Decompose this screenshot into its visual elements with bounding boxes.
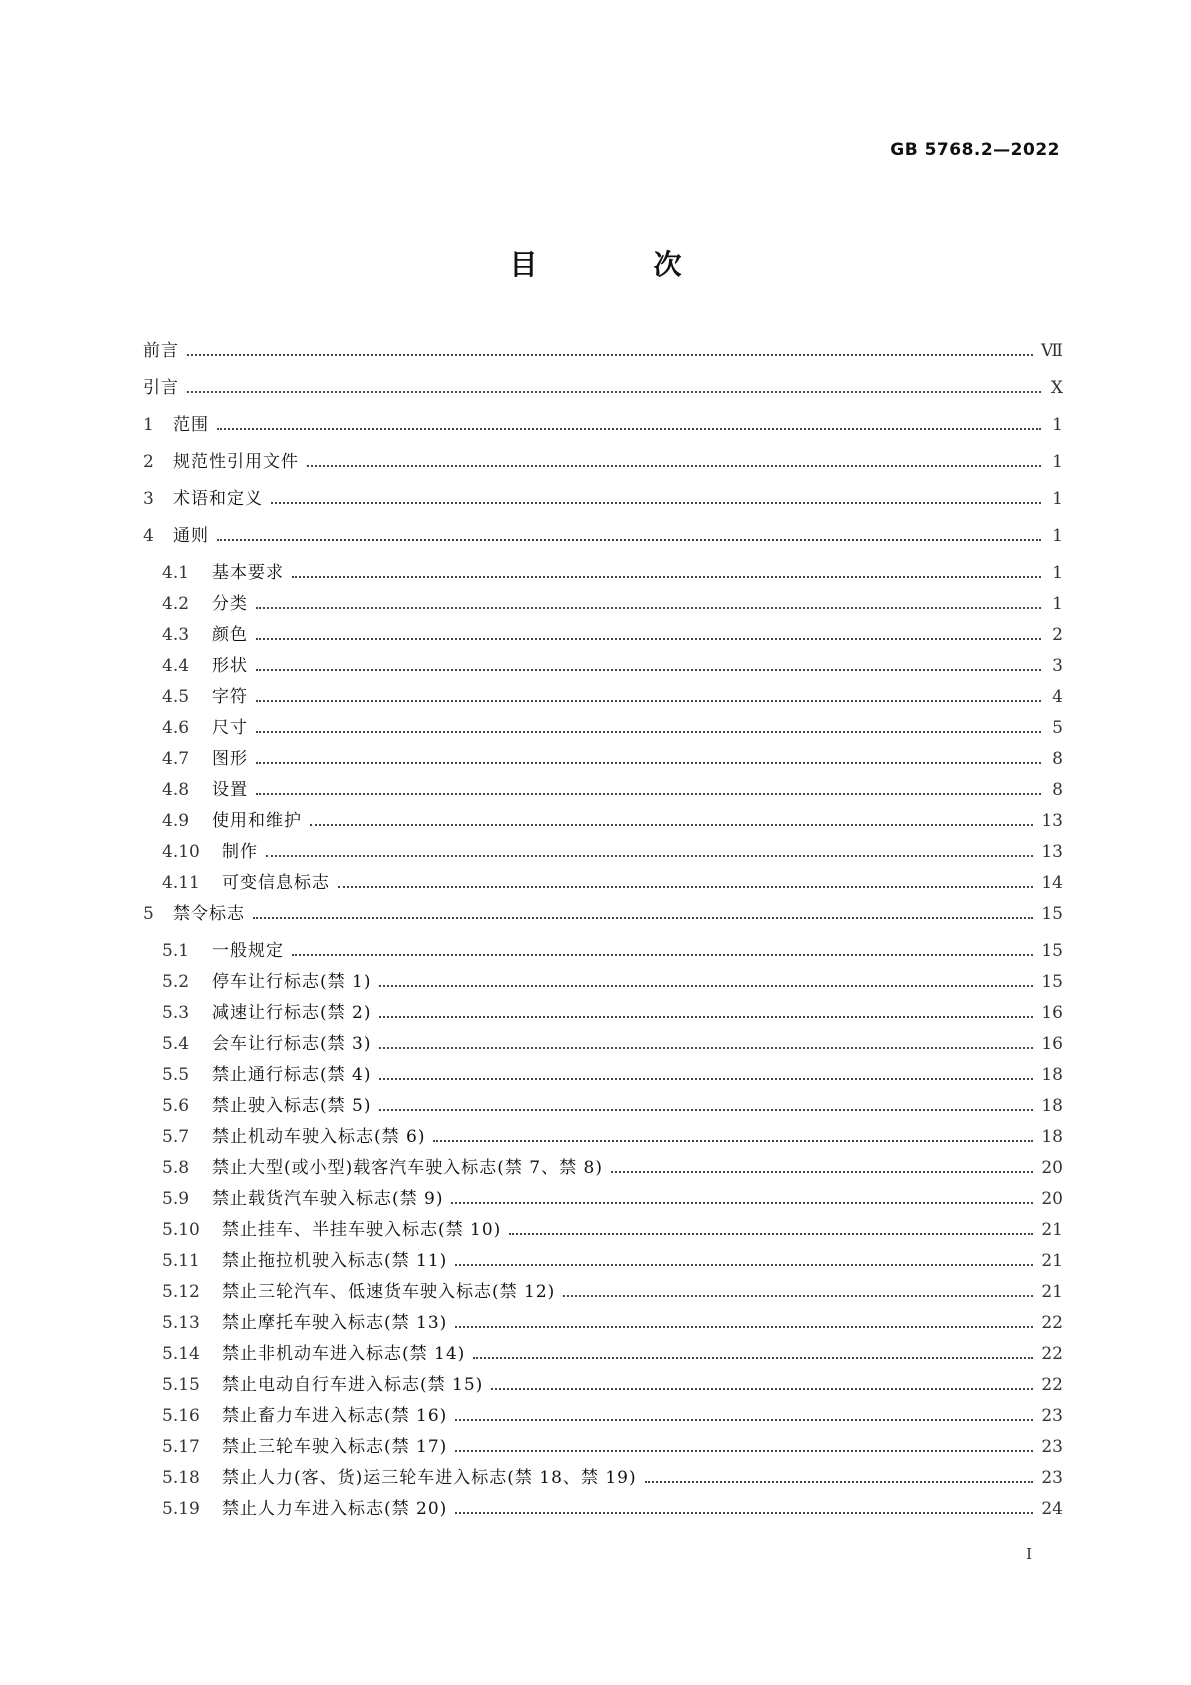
dot-leader <box>451 1202 1033 1204</box>
toc-entry-label: 术语和定义 <box>173 489 263 509</box>
toc-entry-label: 禁止挂车、半挂车驶入标志(禁 10) <box>222 1220 502 1240</box>
toc-entry-page: 1 <box>1052 415 1063 435</box>
toc-entry-page: 13 <box>1041 811 1063 831</box>
toc-entry-number: 5.9 <box>162 1189 190 1209</box>
toc-entry-label: 图形 <box>212 749 248 769</box>
dot-leader <box>292 954 1033 956</box>
toc-entry-label: 禁止机动车驶入标志(禁 6) <box>212 1127 426 1147</box>
dot-leader <box>509 1233 1033 1235</box>
toc-entry-label: 形状 <box>212 656 248 676</box>
toc-entry[interactable] <box>143 654 1063 685</box>
toc-entry-label: 禁止大型(或小型)载客汽车驶入标志(禁 7、禁 8) <box>212 1158 603 1178</box>
toc-entry-label: 禁令标志 <box>173 904 245 924</box>
dot-leader <box>455 1326 1033 1328</box>
toc-entry-page: 16 <box>1041 1034 1063 1054</box>
toc-entry[interactable] <box>143 413 1063 450</box>
toc-entry-label: 制作 <box>222 842 258 862</box>
toc-entry-page: 1 <box>1052 489 1063 509</box>
toc-entry-page: 3 <box>1052 656 1063 676</box>
toc-entry-number: 5.10 <box>162 1220 200 1240</box>
toc-entry-label: 停车让行标志(禁 1) <box>212 972 372 992</box>
dot-leader <box>253 917 1033 919</box>
toc-entry-number: 5.6 <box>162 1096 190 1116</box>
dot-leader <box>611 1171 1033 1173</box>
toc-entry-label: 禁止摩托车驶入标志(禁 13) <box>222 1313 448 1333</box>
toc-entry-page: 18 <box>1041 1065 1063 1085</box>
toc-entry-label: 基本要求 <box>212 563 284 583</box>
toc-entry-number: 1 <box>143 415 154 435</box>
toc-entry[interactable] <box>143 339 1063 376</box>
toc-entry-page: 23 <box>1041 1468 1063 1488</box>
toc-entry-page: 4 <box>1052 687 1063 707</box>
dot-leader <box>379 1016 1033 1018</box>
toc-entry-number: 4.6 <box>162 718 190 738</box>
toc-entry[interactable] <box>143 1373 1063 1404</box>
toc-entry-label: 禁止驶入标志(禁 5) <box>212 1096 372 1116</box>
toc-entry-page: 1 <box>1052 594 1063 614</box>
toc-entry-number: 5.13 <box>162 1313 200 1333</box>
toc-entry[interactable] <box>143 623 1063 654</box>
toc-entry[interactable] <box>143 970 1063 1001</box>
toc-entry[interactable] <box>143 1001 1063 1032</box>
toc-entry-number: 5.14 <box>162 1344 200 1364</box>
toc-entry-number: 4.4 <box>162 656 190 676</box>
toc-entry[interactable] <box>143 1497 1063 1528</box>
dot-leader <box>307 465 1041 467</box>
toc-entry[interactable] <box>143 561 1063 592</box>
standard-code: GB 5768.2—2022 <box>890 140 1060 160</box>
dot-leader <box>187 354 1033 356</box>
dot-leader <box>256 669 1041 671</box>
toc-entry[interactable] <box>143 1125 1063 1156</box>
toc-entry-page: Ⅶ <box>1041 341 1063 361</box>
page-folio: Ⅰ <box>1026 1545 1032 1563</box>
toc-entry-page: 1 <box>1052 452 1063 472</box>
toc-entry-label: 禁止人力(客、货)运三轮车进入标志(禁 18、禁 19) <box>222 1468 637 1488</box>
toc-entry-label: 可变信息标志 <box>222 873 330 893</box>
toc-entry-number: 4.3 <box>162 625 190 645</box>
toc-entry-number: 4.7 <box>162 749 190 769</box>
dot-leader <box>379 1109 1033 1111</box>
toc-entry-page: 8 <box>1052 780 1063 800</box>
toc-entry-page: 23 <box>1041 1406 1063 1426</box>
dot-leader <box>256 793 1041 795</box>
toc-entry[interactable] <box>143 1435 1063 1466</box>
toc-entry-label: 禁止三轮汽车、低速货车驶入标志(禁 12) <box>222 1282 556 1302</box>
toc-entry[interactable] <box>143 1063 1063 1094</box>
toc-entry-page: 5 <box>1052 718 1063 738</box>
toc-entry-label: 字符 <box>212 687 248 707</box>
toc-entry-page: Ⅹ <box>1050 378 1063 398</box>
toc-entry-number: 5.11 <box>162 1251 200 1271</box>
toc-entry-label: 禁止畜力车进入标志(禁 16) <box>222 1406 448 1426</box>
toc-entry-page: 21 <box>1041 1251 1063 1271</box>
dot-leader <box>292 576 1041 578</box>
dot-leader <box>433 1140 1033 1142</box>
toc-entry-page: 8 <box>1052 749 1063 769</box>
toc-entry-page: 15 <box>1041 941 1063 961</box>
toc-entry-page: 20 <box>1041 1189 1063 1209</box>
toc-entry-page: 20 <box>1041 1158 1063 1178</box>
dot-leader <box>455 1419 1033 1421</box>
toc-entry-number: 5.16 <box>162 1406 200 1426</box>
toc-entry[interactable] <box>143 450 1063 487</box>
toc-entry-number: 5.3 <box>162 1003 190 1023</box>
toc-entry-number: 5.5 <box>162 1065 190 1085</box>
table-of-contents <box>143 339 1063 1528</box>
toc-entry-number: 4.9 <box>162 811 190 831</box>
toc-entry[interactable] <box>143 1094 1063 1125</box>
toc-entry-label: 禁止非机动车进入标志(禁 14) <box>222 1344 466 1364</box>
toc-entry-label: 禁止人力车进入标志(禁 20) <box>222 1499 448 1519</box>
toc-entry-page: 1 <box>1052 526 1063 546</box>
toc-entry[interactable] <box>143 809 1063 840</box>
toc-entry-number: 4.11 <box>162 873 200 893</box>
toc-entry-label: 通则 <box>173 526 209 546</box>
toc-entry-label: 禁止电动自行车进入标志(禁 15) <box>222 1375 484 1395</box>
toc-entry-page: 22 <box>1041 1313 1063 1333</box>
toc-entry-number: 4.8 <box>162 780 190 800</box>
dot-leader <box>217 428 1041 430</box>
toc-entry-label: 禁止通行标志(禁 4) <box>212 1065 372 1085</box>
toc-entry-page: 15 <box>1041 904 1063 924</box>
toc-entry-number: 3 <box>143 489 154 509</box>
toc-entry-number: 5.4 <box>162 1034 190 1054</box>
toc-entry[interactable] <box>143 487 1063 524</box>
toc-entry[interactable] <box>143 685 1063 716</box>
toc-entry[interactable] <box>143 840 1063 871</box>
toc-entry[interactable] <box>143 524 1063 561</box>
toc-entry-page: 15 <box>1041 972 1063 992</box>
toc-entry-number: 2 <box>143 452 154 472</box>
toc-entry-page: 1 <box>1052 563 1063 583</box>
toc-entry[interactable] <box>143 939 1063 970</box>
toc-entry-page: 2 <box>1052 625 1063 645</box>
dot-leader <box>473 1357 1033 1359</box>
toc-entry-number: 5.1 <box>162 941 190 961</box>
dot-leader <box>563 1295 1033 1297</box>
dot-leader <box>271 502 1041 504</box>
dot-leader <box>379 985 1033 987</box>
toc-entry-number: 5.7 <box>162 1127 190 1147</box>
toc-entry[interactable] <box>143 1280 1063 1311</box>
toc-entry-number: 4.1 <box>162 563 190 583</box>
toc-entry-label: 禁止三轮车驶入标志(禁 17) <box>222 1437 448 1457</box>
toc-entry[interactable] <box>143 1032 1063 1063</box>
toc-entry-number: 5.18 <box>162 1468 200 1488</box>
toc-entry[interactable] <box>143 1156 1063 1187</box>
dot-leader <box>256 607 1041 609</box>
toc-entry[interactable] <box>143 1404 1063 1435</box>
toc-entry-page: 22 <box>1041 1375 1063 1395</box>
toc-entry-page: 14 <box>1041 873 1063 893</box>
toc-entry-page: 23 <box>1041 1437 1063 1457</box>
toc-entry[interactable] <box>143 1466 1063 1497</box>
toc-entry-page: 13 <box>1041 842 1063 862</box>
toc-entry-number: 5.15 <box>162 1375 200 1395</box>
dot-leader <box>455 1450 1033 1452</box>
page-title: 目 次 <box>509 248 726 281</box>
toc-entry-number: 4.5 <box>162 687 190 707</box>
dot-leader <box>187 391 1041 393</box>
toc-entry-label: 设置 <box>212 780 248 800</box>
toc-entry-page: 24 <box>1041 1499 1063 1519</box>
toc-entry[interactable] <box>143 1249 1063 1280</box>
toc-entry-label: 分类 <box>212 594 248 614</box>
toc-entry[interactable] <box>143 871 1063 902</box>
toc-entry-number: 4.2 <box>162 594 190 614</box>
dot-leader <box>217 539 1041 541</box>
toc-entry-number: 5.12 <box>162 1282 200 1302</box>
toc-entry-label: 使用和维护 <box>212 811 302 831</box>
toc-entry-label: 尺寸 <box>212 718 248 738</box>
toc-entry[interactable] <box>143 902 1063 939</box>
toc-entry[interactable] <box>143 1342 1063 1373</box>
dot-leader <box>338 886 1033 888</box>
dot-leader <box>256 762 1041 764</box>
toc-entry-label: 会车让行标志(禁 3) <box>212 1034 372 1054</box>
toc-entry-label: 一般规定 <box>212 941 284 961</box>
toc-entry[interactable] <box>143 716 1063 747</box>
toc-entry[interactable] <box>143 1187 1063 1218</box>
dot-leader <box>455 1512 1033 1514</box>
toc-entry-page: 16 <box>1041 1003 1063 1023</box>
toc-entry[interactable] <box>143 592 1063 623</box>
dot-leader <box>645 1481 1034 1483</box>
dot-leader <box>491 1388 1033 1390</box>
toc-entry-label: 范围 <box>173 415 209 435</box>
toc-entry-number: 5.2 <box>162 972 190 992</box>
toc-entry[interactable] <box>143 747 1063 778</box>
toc-entry-label: 颜色 <box>212 625 248 645</box>
toc-entry-number: 5.19 <box>162 1499 200 1519</box>
toc-entry[interactable] <box>143 376 1063 413</box>
toc-entry-number: 5.17 <box>162 1437 200 1457</box>
dot-leader <box>256 638 1041 640</box>
dot-leader <box>455 1264 1033 1266</box>
toc-entry-page: 18 <box>1041 1127 1063 1147</box>
toc-entry-number: 5.8 <box>162 1158 190 1178</box>
toc-entry-label: 禁止载货汽车驶入标志(禁 9) <box>212 1189 444 1209</box>
dot-leader <box>256 731 1041 733</box>
toc-entry-label: 引言 <box>143 378 179 398</box>
toc-entry-number: 4.10 <box>162 842 200 862</box>
toc-entry[interactable] <box>143 1218 1063 1249</box>
dot-leader <box>379 1078 1033 1080</box>
dot-leader <box>310 824 1033 826</box>
toc-entry-page: 22 <box>1041 1344 1063 1364</box>
toc-entry-page: 18 <box>1041 1096 1063 1116</box>
toc-entry-page: 21 <box>1041 1220 1063 1240</box>
dot-leader <box>256 700 1041 702</box>
toc-entry-label: 禁止拖拉机驶入标志(禁 11) <box>222 1251 448 1271</box>
toc-entry[interactable] <box>143 778 1063 809</box>
dot-leader <box>266 855 1033 857</box>
toc-entry-page: 21 <box>1041 1282 1063 1302</box>
toc-entry-label: 减速让行标志(禁 2) <box>212 1003 372 1023</box>
toc-entry[interactable] <box>143 1311 1063 1342</box>
toc-entry-label: 前言 <box>143 341 179 361</box>
dot-leader <box>379 1047 1033 1049</box>
toc-entry-number: 5 <box>143 904 154 924</box>
toc-entry-label: 规范性引用文件 <box>173 452 299 472</box>
toc-entry-number: 4 <box>143 526 154 546</box>
